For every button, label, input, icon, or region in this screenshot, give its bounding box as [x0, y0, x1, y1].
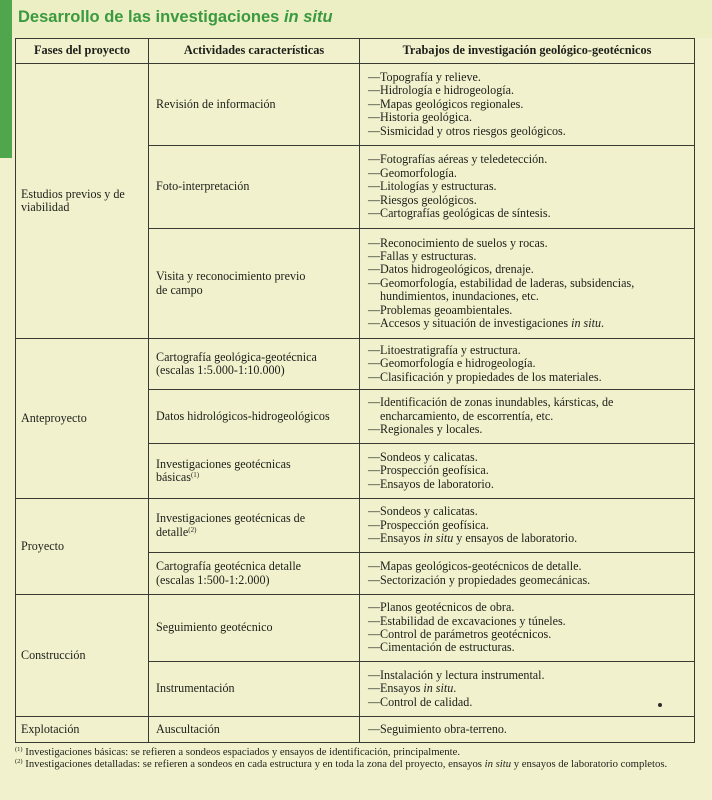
- list-item: —Litologías y estructuras.: [368, 179, 497, 194]
- activity-cell: Cartografía geológica-geotécnica (escalas 1:5.000-1:10.000): [149, 339, 360, 390]
- list-item: —Cartografías geológicas de síntesis.: [368, 206, 551, 221]
- activity-cell: Cartografía geotécnica detalle (escalas 1:500-1:2.000): [149, 553, 360, 595]
- works-cell: [360, 64, 695, 146]
- green-accent-strip: [0, 0, 12, 158]
- works-cell: [360, 146, 695, 229]
- footnote-text: Investigaciones básicas: se refieren a sondeos espaciados y ensayos de identificación, principalmente.: [25, 746, 461, 758]
- page-title: [18, 8, 333, 27]
- list-item: —Control de parámetros geotécnicos.: [368, 627, 552, 641]
- list-item: —Mapas geológicos regionales.: [368, 96, 524, 111]
- works-cell: [360, 662, 695, 717]
- list-item: —Sondeos y calicatas.: [368, 504, 478, 519]
- list-item: —Estabilidad de excavaciones y túneles.: [368, 613, 566, 628]
- works-cell: [360, 444, 695, 499]
- footnote-italic: in situ: [484, 758, 512, 771]
- list-item: —Reconocimiento de suelos y rocas.: [368, 235, 548, 250]
- list-item: —Fotografías aéreas y teledetección.: [368, 152, 548, 167]
- activity-cell: Visita y reconocimiento previo de campo: [149, 229, 360, 339]
- footnote-text-end: y ensayos de laboratorio completos.: [513, 758, 668, 771]
- list-item: —Hidrología e hidrogeología.: [368, 83, 515, 98]
- table-row: [16, 64, 695, 146]
- activity-text: Investigaciones geotécnicas de detalle: [156, 511, 306, 539]
- activity-cell: Foto-interpretación: [149, 146, 360, 229]
- list-item: —Sectorización y propiedades geomecánicas.: [368, 572, 591, 587]
- list-item: —Geomorfología.: [368, 165, 457, 180]
- footnote-ref: (1): [190, 471, 200, 479]
- table-row: [16, 499, 695, 553]
- phase-cell: Explotación: [16, 717, 149, 743]
- footnote-text: Investigaciones detalladas: se refieren a sondeos en cada estructura y en toda la zona del proyecto, ensayos: [25, 758, 482, 771]
- footnote-ref: (2): [188, 525, 197, 534]
- title-text: Desarrollo de las investigaciones: [18, 8, 280, 26]
- works-cell: [360, 339, 695, 390]
- activity-text: Investigaciones geotécnicas básicas: [156, 456, 291, 484]
- activity-cell: [149, 499, 360, 553]
- header-row: [16, 39, 695, 64]
- list-item: —Seguimiento obra-terreno.: [368, 721, 507, 736]
- activity-cell: Seguimiento geotécnico: [149, 595, 360, 662]
- activity-cell: Auscultación: [149, 717, 360, 743]
- table-row: [16, 717, 695, 743]
- activity-cell: [149, 444, 360, 499]
- list-item: —Geomorfología e hidrogeología.: [368, 356, 536, 371]
- works-cell: [360, 717, 695, 743]
- table-row: [16, 339, 695, 390]
- table-row: [16, 595, 695, 662]
- list-item: —Litoestratigrafía y estructura.: [368, 342, 521, 357]
- list-item: —Ensayos de laboratorio.: [368, 476, 494, 491]
- title-italic: in situ: [283, 8, 333, 26]
- list-item: —Accesos y situación de investigaciones in situ.: [368, 316, 605, 331]
- footnote: [15, 746, 695, 758]
- list-item: —Instalación y lectura instrumental.: [368, 667, 545, 682]
- header-activities: Actividades características: [149, 39, 360, 64]
- list-item: —Planos geotécnicos de obra.: [368, 600, 515, 615]
- header-phases: Fases del proyecto: [16, 39, 149, 64]
- activity-cell: Datos hidrológicos-hidrogeológicos: [149, 390, 360, 444]
- phase-cell: Construcción: [16, 595, 149, 717]
- works-cell: [360, 499, 695, 553]
- list-item: —Historia geológica.: [368, 110, 473, 125]
- works-cell: [360, 595, 695, 662]
- works-cell: [360, 229, 695, 339]
- list-item: —Control de calidad.: [368, 694, 473, 709]
- list-item: —Identificación de zonas inundables, kársticas, de encharcamiento, de escorrentía, etc.: [368, 395, 614, 423]
- list-item: —Prospección geofísica.: [368, 517, 489, 532]
- activity-cell: Instrumentación: [149, 662, 360, 717]
- list-item: —Regionales y locales.: [368, 422, 483, 437]
- list-item: —Ensayos in situ y ensayos de laboratorio.: [368, 531, 578, 546]
- footnotes: [15, 746, 695, 771]
- investigations-table: [15, 38, 695, 743]
- header-works: Trabajos de investigación geológico-geotécnicos: [360, 39, 695, 64]
- list-item: —Topografía y relieve.: [368, 69, 481, 84]
- list-item: —Clasificación y propiedades de los materiales.: [368, 369, 602, 384]
- list-item: —Problemas geoambientales.: [368, 302, 513, 317]
- list-item: —Ensayos in situ.: [368, 681, 457, 696]
- list-item: —Fallas y estructuras.: [368, 248, 477, 263]
- works-cell: [360, 390, 695, 444]
- works-cell: [360, 553, 695, 595]
- list-item: —Prospección geofísica.: [368, 463, 489, 478]
- list-item: —Geomorfología, estabilidad de laderas, subsidencias, hundimientos, inundaciones, etc.: [368, 275, 635, 304]
- footnote: [15, 758, 695, 770]
- list-item: —Cimentación de estructuras.: [368, 640, 515, 655]
- printing-dot: [658, 703, 662, 707]
- footnote-mark: (2): [15, 758, 23, 766]
- list-item: —Riesgos geológicos.: [368, 192, 477, 207]
- activity-cell: Revisión de información: [149, 64, 360, 146]
- phase-cell: Anteproyecto: [16, 339, 149, 499]
- phase-cell: Estudios previos y de viabilidad: [16, 64, 149, 339]
- footnote-mark: (1): [15, 746, 23, 753]
- list-item: —Datos hidrogeológicos, drenaje.: [368, 262, 534, 277]
- list-item: —Sondeos y calicatas.: [368, 449, 478, 464]
- list-item: —Sismicidad y otros riesgos geológicos.: [368, 123, 566, 138]
- list-item: —Mapas geológicos-geotécnicos de detalle.: [368, 559, 582, 574]
- phase-cell: Proyecto: [16, 499, 149, 595]
